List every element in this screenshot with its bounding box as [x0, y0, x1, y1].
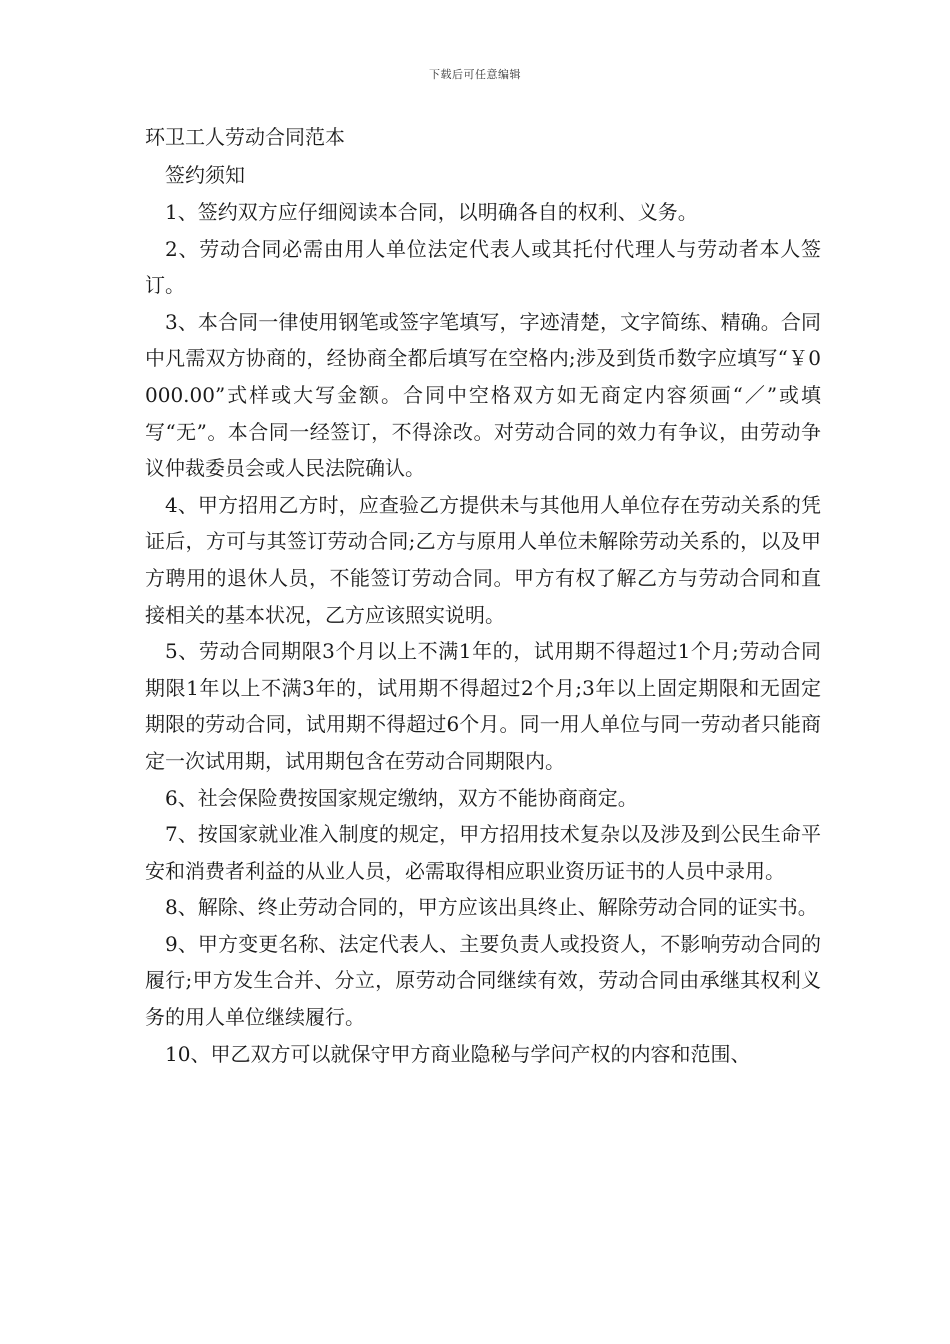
- paragraph-7: 7、按国家就业准入制度的规定，甲方招用技术复杂以及涉及到公民生命平安和消费者利益的从业人员，必需取得相应职业资历证书的人员中录用。: [145, 822, 821, 883]
- paragraph-9: 9、甲方变更名称、法定代表人、主要负责人或投资人，不影响劳动合同的履行;甲方发生合并、分立，原劳动合同继续有效，劳动合同由承继其权利义务的用人单位继续履行。: [145, 931, 821, 1030]
- header-note: 下载后可任意编辑: [429, 68, 521, 81]
- paragraph-1: 1、签约双方应仔细阅读本合同，以明确各自的权利、义务。: [165, 200, 698, 224]
- paragraph-2: 2、劳动合同必需由用人单位法定代表人或其托付代理人与劳动者本人签订。: [145, 236, 821, 298]
- paragraph-4: 4、甲方招用乙方时，应查验乙方提供未与其他用人单位存在劳动关系的凭证后，方可与其签订劳动合同;乙方与原用人单位未解除劳动关系的，以及甲方聘用的退休人员，不能签订劳动合同。甲方有权了解乙方与劳动合同和直接相关的基本状况，乙方应该照实说明。: [145, 492, 821, 627]
- paragraph-5: 5、劳动合同期限3个月以上不满1年的，试用期不得超过1个月;劳动合同期限1年以上不满3年的，试用期不得超过2个月;3年以上固定期限和无固定期限的劳动合同，试用期不得超过6个月。同一用人单位与同一劳动者只能商定一次试用期，试用期包含在劳动合同期限内。: [145, 639, 821, 773]
- paragraph-6: 6、社会保险费按国家规定缴纳，双方不能协商商定。: [165, 785, 638, 810]
- paragraph-8: 8、解除、终止劳动合同的，甲方应该出具终止、解除劳动合同的证实书。: [165, 895, 818, 920]
- document-title: 环卫工人劳动合同范本: [145, 125, 345, 149]
- document-body: [145, 118, 821, 1072]
- paragraph-10: 10、甲乙双方可以就保守甲方商业隐秘与学问产权的内容和范围、: [165, 1041, 751, 1066]
- section-heading: 签约须知: [165, 163, 245, 187]
- paragraph-3: 3、本合同一律使用钢笔或签字笔填写，字迹清楚，文字简练、精确。合同中凡需双方协商的，经协商全都后填写在空格内;涉及到货币数字应填写“￥0000.00”式样或大写金额。合同中空格双方如无商定内容须画“／”或填写“无”。本合同一经签订，不得涂改。对劳动合同的效力有争议，由劳动争议仲裁委员会或人民法院确认。: [145, 309, 821, 481]
